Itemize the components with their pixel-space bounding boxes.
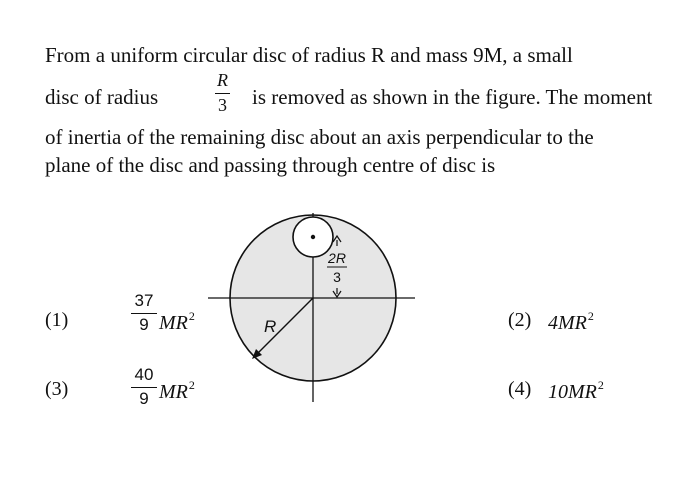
option-4-label: (4) bbox=[508, 378, 532, 400]
option-1-expression bbox=[159, 309, 195, 335]
question-line-2-start: disc of radius bbox=[45, 84, 159, 109]
offset-label-numerator: 2R bbox=[328, 250, 346, 266]
option-1-label: (1) bbox=[45, 309, 69, 331]
radius-label: R bbox=[264, 317, 277, 336]
option-3-bar bbox=[131, 387, 157, 388]
option-3[interactable] bbox=[45, 365, 195, 426]
offset-label-denominator: 3 bbox=[333, 269, 341, 285]
fraction-denominator: 3 bbox=[218, 94, 227, 115]
option-3-fraction bbox=[131, 366, 157, 408]
option-2-power: 2 bbox=[587, 309, 594, 323]
option-1-denominator: 9 bbox=[139, 314, 149, 334]
option-2-label: (2) bbox=[508, 309, 532, 331]
question-line-2-end: is removed as shown in the figure. The moment bbox=[252, 84, 653, 109]
small-disc-center-dot bbox=[311, 235, 315, 239]
option-3-expression bbox=[159, 378, 195, 404]
question-line-1: From a uniform circular disc of radius R and mass 9M, a small bbox=[45, 43, 573, 67]
question-line-3: of inertia of the remaining disc about an axis perpendicular to the bbox=[45, 124, 594, 149]
option-4[interactable] bbox=[508, 378, 648, 408]
option-3-denominator: 9 bbox=[139, 388, 149, 408]
option-3-expr-text: MR bbox=[159, 381, 188, 403]
option-3-power: 2 bbox=[188, 378, 195, 392]
option-1-fraction bbox=[131, 292, 157, 334]
option-1-numerator: 37 bbox=[134, 291, 154, 310]
fraction-numerator: R bbox=[217, 69, 228, 90]
question-line-4: plane of the disc and passing through centre of disc is bbox=[45, 152, 496, 177]
option-4-power: 2 bbox=[597, 378, 604, 392]
option-2-expression bbox=[548, 309, 594, 335]
option-3-label: (3) bbox=[45, 378, 69, 400]
option-2[interactable] bbox=[508, 309, 638, 339]
option-3-numerator: 40 bbox=[134, 365, 154, 384]
option-2-expr-text: 4MR bbox=[548, 312, 587, 334]
option-1-power: 2 bbox=[188, 309, 195, 323]
option-1[interactable] bbox=[45, 291, 195, 352]
option-4-expression bbox=[548, 378, 604, 404]
option-4-expr-text: 10MR bbox=[548, 381, 597, 403]
option-1-bar bbox=[131, 313, 157, 314]
option-1-expr-text: MR bbox=[159, 312, 188, 334]
